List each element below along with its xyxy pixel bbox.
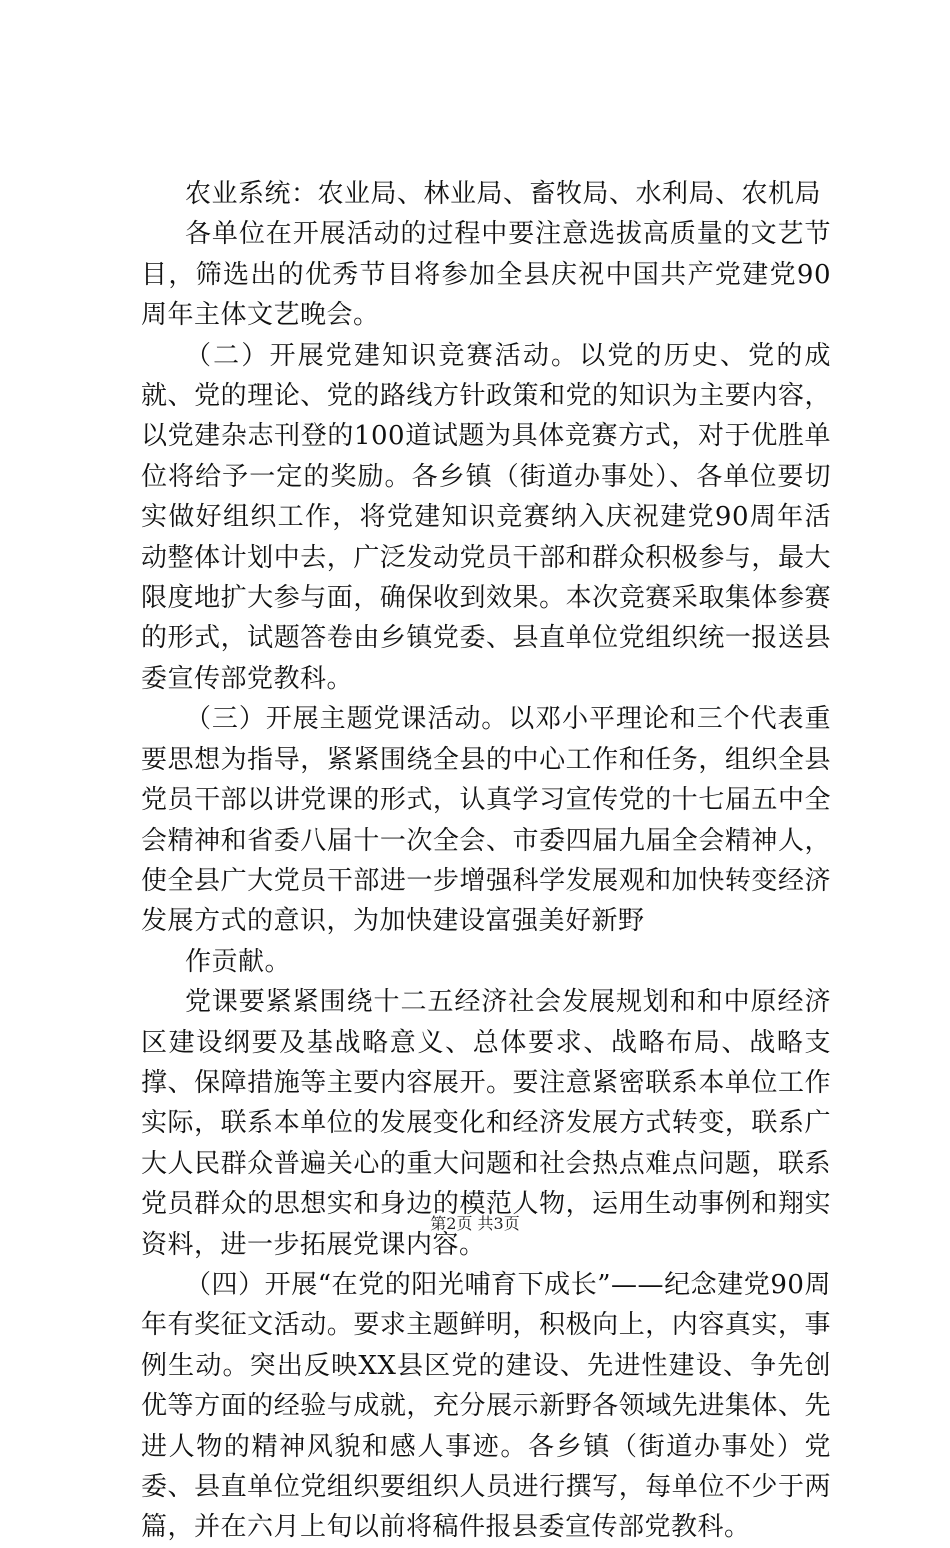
paragraph-party-lecture: （三）开展主题党课活动。以邓小平理论和三个代表重要思想为指导，紧紧围绕全县的中心工作和任务，组织全县党员干部以讲党课的形式，认真学习宣传党的十七届五中全会精神和省委八届十一次全会、市委四届九届全会精神人，使全县广大党员干部进一步增强科学发展观和加快转变经济发展方式的意识，为加快建设富强美好新野 xyxy=(141,704,831,937)
page-footer xyxy=(0,1214,950,1234)
paragraph-agriculture-system: 农业系统：农业局、林业局、畜牧局、水利局、农机局 xyxy=(185,179,822,209)
paragraph-contribution: 作贡献。 xyxy=(185,946,292,977)
paragraph-lecture-content: 党课要紧紧围绕十二五经济社会发展规划和和中原经济区建设纲要及基战略意义、总体要求、战略布局、战略支撑、保障措施等主要内容展开。要注意紧密联系本单位工作实际，联系本单位的发展变化和经济发展方式转变，联系广大人民群众普遍关心的重大问题和社会热点难点问题，联系党员群众的思想实和身边的模范人物，运用生动事例和翔实资料，进一步拓展党课内容。 xyxy=(141,987,831,1260)
document-body xyxy=(141,174,831,1548)
paragraph-program-selection: 各单位在开展活动的过程中要注意选拔高质量的文艺节目，筛选出的优秀节目将参加全县庆祝中国共产党建党90周年主体文艺晚会。 xyxy=(141,219,831,331)
page-total: 共3页 xyxy=(477,1214,520,1233)
paragraph-knowledge-contest: （二）开展党建知识竞赛活动。以党的历史、党的成就、党的理论、党的路线方针政策和党的知识为主要内容，以党建杂志刊登的100道试题为具体竞赛方式，对于优胜单位将给予一定的奖励。各乡镇（街道办事处）、各单位要切实做好组织工作，将党建知识竞赛纳入庆祝建党90周年活动整体计划中去，广泛发动党员干部和群众积极参与，最大限度地扩大参与面，确保收到效果。本次竞赛采取集体参赛的形式，试题答卷由乡镇党委、县直单位党组织统一报送县委宣传部党教科。 xyxy=(141,340,831,694)
paragraph-essay-contest: （四）开展“在党的阳光哺育下成长”——纪念建党90周年有奖征文活动。要求主题鲜明，积极向上，内容真实，事例生动。突出反映XX县区党的建设、先进性建设、争先创优等方面的经验与成就，充分展示新野各领域先进集体、先进人物的精神风貌和感人事迹。各乡镇（街道办事处）党委、县直单位党组织要组织人员进行撰写，每单位不少于两篇，并在六月上旬以前将稿件报县委宣传部党教科。 xyxy=(141,1269,831,1543)
page-number: 第2页 xyxy=(430,1214,473,1233)
